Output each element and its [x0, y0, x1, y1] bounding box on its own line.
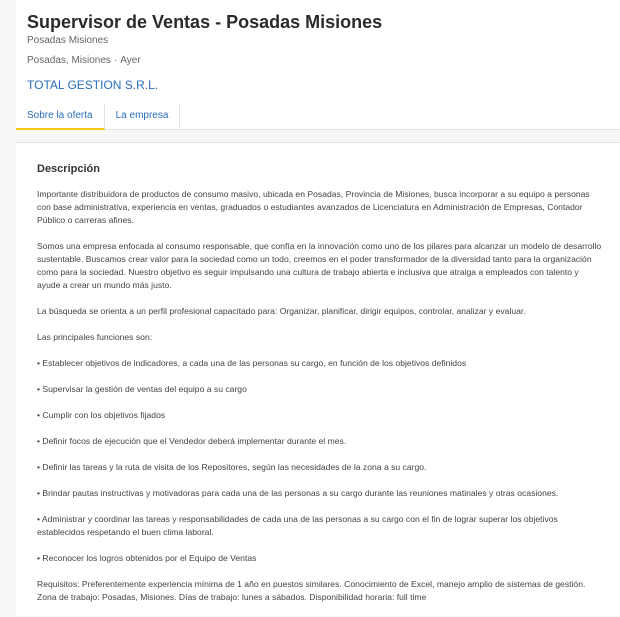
tab-sobre-la-oferta[interactable]: Sobre la oferta: [16, 104, 105, 130]
description-title: Descripción: [37, 163, 100, 175]
job-subtitle: Posadas Misiones: [27, 35, 109, 46]
description-paragraph: Las principales funciones son:: [37, 332, 153, 342]
company-link[interactable]: TOTAL GESTION S.R.L.: [27, 78, 159, 92]
posted-date: Ayer: [120, 55, 141, 66]
job-header: [16, 0, 620, 130]
description-bullet: • Supervisar la gestión de ventas del equipo a su cargo: [37, 384, 247, 394]
job-location: Posadas, Misiones: [27, 55, 111, 66]
description-requirements: Requisitos: Preferentemente experiencia mínima de 1 año en puestos similares. Conocimiento de Excel, manejo amplio de sistemas de gestión. Zona de trabajo: Posadas, Misiones. Días de trabajo: lunes a sábados. Disponibilidad horaria: full time: [37, 579, 586, 602]
description-bullet: • Administrar y coordinar las tareas y responsabilidades de cada una de las personas a su cargo con el fin de lograr superar los objetivos establecidos respetando el buen clima laboral.: [37, 514, 558, 537]
description-bullet: • Brindar pautas instructivas y motivadoras para cada una de las personas a su cargo durante las reuniones matinales y otras ocasiones.: [37, 488, 559, 498]
job-title: Supervisor de Ventas - Posadas Misiones: [27, 12, 383, 32]
description-bullet: • Establecer objetivos de indicadores, a cada una de las personas su cargo, en función de los objetivos definidos: [37, 358, 467, 368]
description-paragraph: Somos una empresa enfocada al consumo responsable, que confía en la innovación como uno de los pilares para alcanzar un modelo de desarrollo sustentable. Buscamos crear valor para la sociedad como un todo, creemos en el poder transformador de la diversidad tanto para la organización como para la sociedad. Nuestro objetivo es seguir impulsando una cultura de trabajo abierta e inclusiva que atraiga a empleados con talento y ayude a crear un mundo más justo.: [37, 241, 602, 290]
meta-separator: ·: [113, 55, 118, 66]
description-paragraph: Importante distribuidora de productos de consumo masivo, ubicada en Posadas, Provincia de Misiones, busca incorporar a su equipo a personas con base administrativa, experiencia en ventas, graduados o estudiantes avanzados de Licenciatura en Administración de Empresas, Contador Público o carreras afines.: [37, 189, 590, 225]
job-meta: [27, 55, 141, 66]
description-bullet: • Cumplir con los objetivos fijados: [37, 410, 166, 420]
description-body: [37, 188, 603, 617]
description-panel: [16, 142, 620, 616]
tab-la-empresa[interactable]: La empresa: [105, 104, 181, 130]
tab-bar: [16, 104, 180, 130]
description-paragraph: La búsqueda se orienta a un perfil profesional capacitado para: Organizar, planificar, dirigir equipos, controlar, analizar y evaluar.: [37, 306, 526, 316]
description-bullet: • Definir focos de ejecución que el Vendedor deberá implementar durante el mes.: [37, 436, 347, 446]
description-bullet: • Definir las tareas y la ruta de visita de los Repositores, según las necesidades de la zona a su cargo.: [37, 462, 427, 472]
description-bullet: • Reconocer los logros obtenidos por el Equipo de Ventas: [37, 553, 257, 563]
